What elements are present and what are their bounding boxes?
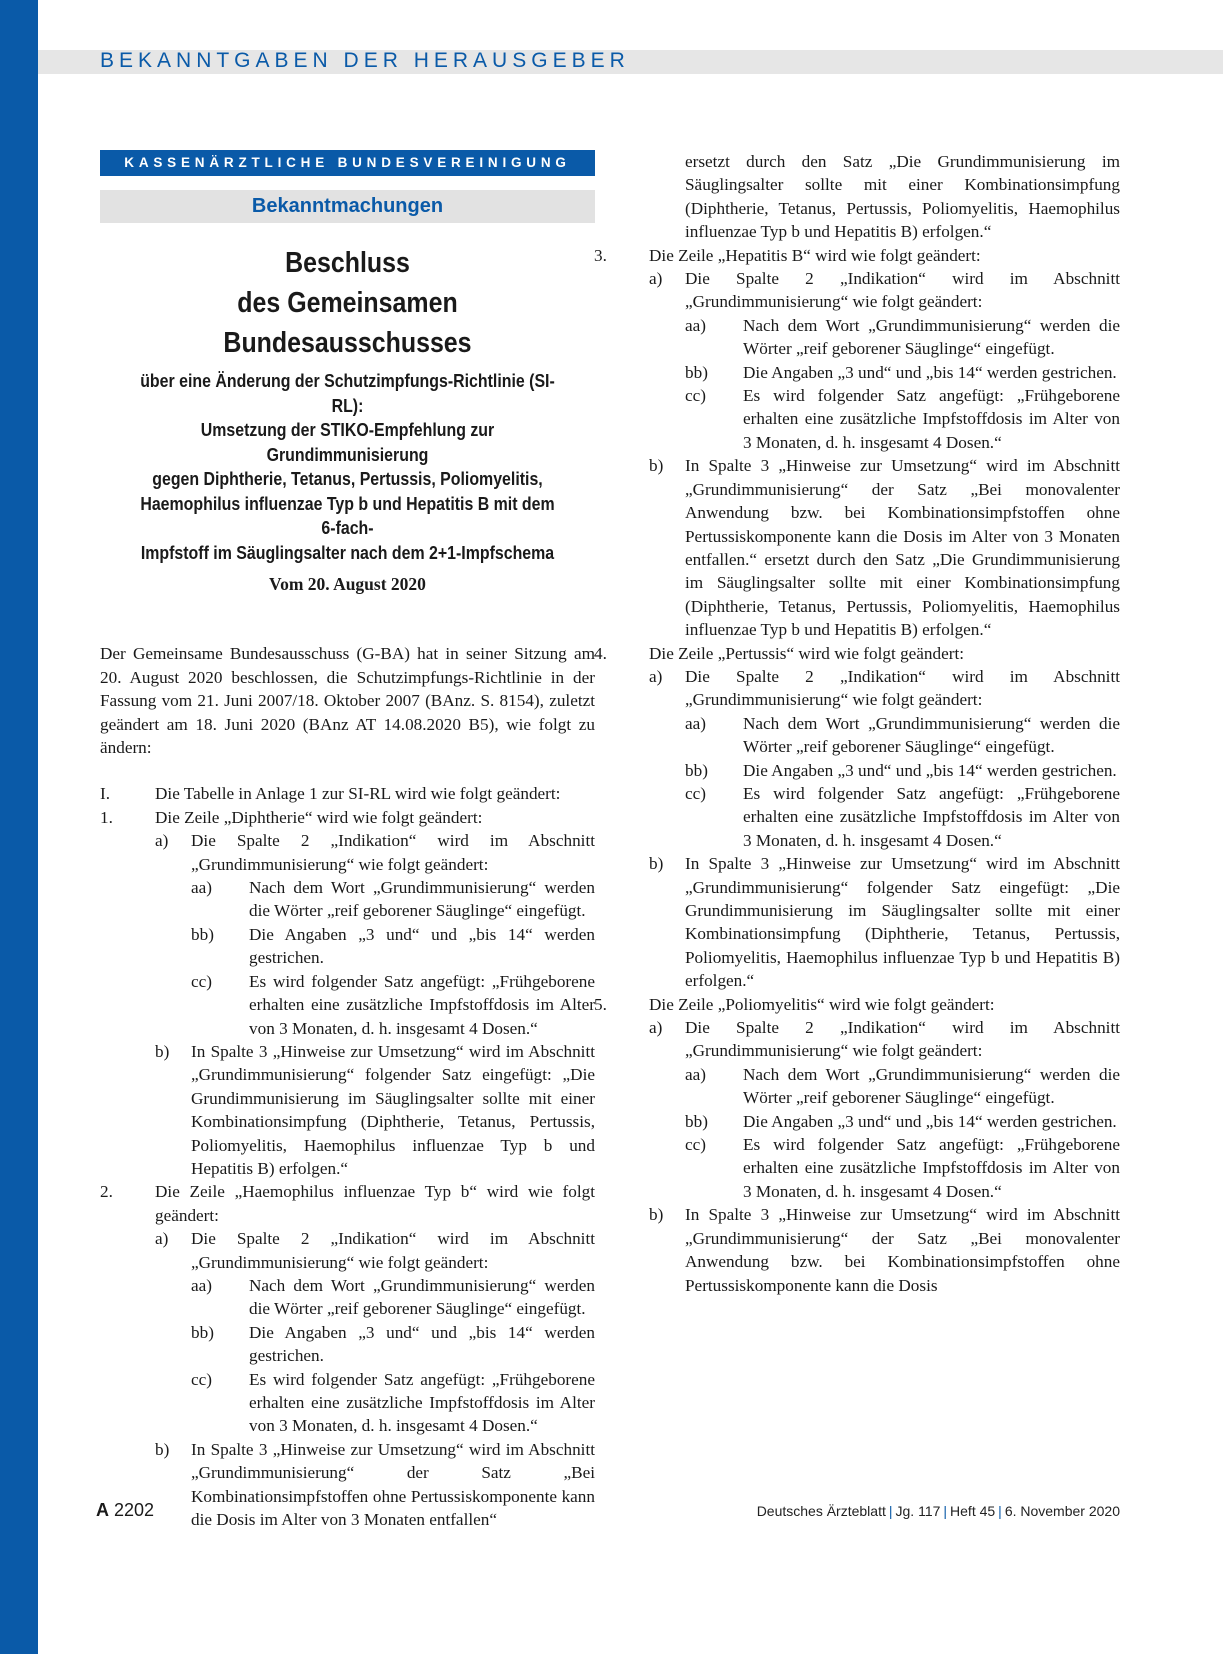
list-item — [628, 1063, 1120, 1110]
list-marker: a) — [649, 269, 663, 289]
list-item — [628, 150, 1120, 244]
list-text: ersetzt durch den Satz „Die Grundimmunisierung im Säuglingsalter sollte mit einer Kombinationsimpfung (Diphtherie, Tetanus, Pertussis, Poliomyelitis, Haemophilus influenzae Typ b und Hepatitis B) erfolgen.“ — [685, 152, 1120, 242]
page-number — [96, 1500, 154, 1521]
list-item — [628, 665, 1120, 712]
list-marker: bb) — [191, 924, 214, 944]
blue-side-bar — [0, 0, 38, 1654]
list-marker: bb) — [191, 1322, 214, 1342]
list-item — [628, 759, 1120, 782]
list-marker: 4. — [594, 643, 607, 663]
section-header: BEKANNTGABEN DER HERAUSGEBER — [100, 49, 630, 72]
title-line-2: des Gemeinsamen Bundesausschusses — [223, 287, 472, 359]
list-item — [100, 1040, 595, 1180]
list-marker: b) — [649, 854, 664, 874]
list-marker: cc) — [685, 1135, 706, 1155]
list-text: Die Angaben „3 und“ und „bis 14“ werden gestrichen. — [743, 362, 1117, 382]
list-marker: a) — [155, 831, 169, 851]
separator: | — [943, 1503, 948, 1519]
intro-paragraph: Der Gemeinsame Bundesausschuss (G-BA) hat in seiner Sitzung am 20. August 2020 beschlossen, die Schutzimpfungs-Richtlinie in der Fassung vom 21. Juni 2007/18. Oktober 2007 (BAnz. S. 8154), zuletzt geändert am 18. Juni 2020 (BAnz AT 14.08.2020 B5), wie folgt zu ändern: — [100, 644, 595, 758]
list-item — [100, 970, 595, 1040]
article-date: Vom 20. August 2020 — [269, 574, 426, 594]
list-item — [628, 1203, 1120, 1297]
list-text: Die Angaben „3 und“ und „bis 14“ werden gestrichen. — [249, 924, 595, 968]
org-banner: KASSENÄRZTLICHE BUNDESVEREINIGUNG — [100, 150, 595, 176]
list-marker: cc) — [191, 971, 212, 991]
separator: | — [998, 1503, 1002, 1519]
list-text: Nach dem Wort „Grundimmunisierung“ werden die Wörter „reif geborener Säuglinge“ eingefügt. — [249, 1275, 595, 1319]
list-item — [628, 1133, 1120, 1203]
list-marker: bb) — [685, 1111, 708, 1131]
list-text: Nach dem Wort „Grundimmunisierung“ werden die Wörter „reif geborener Säuglinge“ eingefügt. — [743, 1064, 1120, 1108]
list-marker: I. — [100, 784, 111, 804]
list-text: Die Spalte 2 „Indikation“ wird im Abschnitt „Grundimmunisierung“ wie folgt geändert: — [191, 1229, 595, 1272]
list-marker: bb) — [685, 362, 708, 382]
list-marker: aa) — [191, 878, 212, 898]
list-item — [100, 1321, 595, 1368]
list-item — [628, 782, 1120, 852]
list-item — [628, 1110, 1120, 1133]
list-item — [628, 1016, 1120, 1063]
journal-date: 6. November 2020 — [1004, 1503, 1120, 1519]
list-marker — [649, 150, 685, 244]
list-text: Nach dem Wort „Grundimmunisierung“ werden die Wörter „reif geborener Säuglinge“ eingefügt. — [743, 315, 1120, 359]
list-marker: b) — [155, 1041, 170, 1061]
journal-name: Deutsches Ärzteblatt — [756, 1503, 886, 1519]
list-item — [100, 1274, 595, 1321]
list-marker: 3. — [594, 245, 607, 265]
list-text: Die Angaben „3 und“ und „bis 14“ werden gestrichen. — [743, 760, 1117, 780]
page-number-value: 2202 — [114, 1500, 155, 1520]
list-text: Die Spalte 2 „Indikation“ wird im Abschnitt „Grundimmunisierung“ wie folgt geändert: — [685, 666, 1120, 710]
list-item — [100, 1438, 595, 1532]
left-column — [100, 150, 595, 1531]
list-marker: aa) — [191, 1275, 212, 1295]
list-text: Es wird folgender Satz angefügt: „Frühgeborene erhalten eine zusätzliche Impfstoffdosis im Alter von 3 Monaten, d. h. insgesamt 4 Dosen.“ — [249, 971, 595, 1038]
list-marker: aa) — [685, 1064, 706, 1084]
list-marker: 2. — [100, 1182, 113, 1202]
journal-volume: Jg. 117 — [895, 1503, 941, 1519]
list-item — [100, 829, 595, 876]
list-item — [100, 1368, 595, 1438]
list-marker: b) — [649, 456, 664, 476]
list-text: Es wird folgender Satz angefügt: „Frühgeborene erhalten eine zusätzliche Impfstoffdosis im Alter von 3 Monaten, d. h. insgesamt 4 Dosen.“ — [743, 386, 1120, 452]
list-item — [594, 244, 1120, 267]
list-item — [628, 267, 1120, 314]
list-item — [100, 923, 595, 970]
category-banner: Bekanntmachungen — [100, 190, 595, 223]
list-item — [100, 782, 595, 805]
amendment-list-right — [594, 150, 1120, 1297]
journal-citation — [757, 1503, 1120, 1519]
list-marker: bb) — [685, 760, 708, 780]
list-marker: b) — [155, 1439, 170, 1459]
list-text: In Spalte 3 „Hinweise zur Umsetzung“ wird im Abschnitt „Grundimmunisierung“ der Satz „Bei monovalenter Anwendung bzw. bei Kombinationsimpfstoffen ohne Pertussiskomponente kann die Dosis — [685, 1205, 1120, 1295]
list-text: Die Spalte 2 „Indikation“ wird im Abschnitt „Grundimmunisierung“ wie folgt geändert: — [191, 831, 595, 874]
list-marker: cc) — [685, 783, 706, 803]
list-item — [594, 993, 1120, 1016]
section-header-band — [38, 50, 1223, 74]
list-item — [628, 852, 1120, 992]
list-marker: cc) — [191, 1369, 212, 1389]
list-item — [628, 384, 1120, 454]
separator: | — [888, 1503, 893, 1519]
article-title — [135, 243, 561, 363]
list-text: Nach dem Wort „Grundimmunisierung“ werden die Wörter „reif geborener Säuglinge“ eingefügt. — [743, 713, 1120, 757]
list-marker: b) — [649, 1205, 664, 1225]
list-item — [594, 642, 1120, 665]
list-text: In Spalte 3 „Hinweise zur Umsetzung“ wird im Abschnitt „Grundimmunisierung“ folgender Satz eingefügt: „Die Grundimmunisierung im Säuglingsalter sollte mit einer Kombinationsimpfung (Diphtherie, Tetanus, Pertussis, Poliomyelitis, Haemophilus influenzae Typ b und Hepatitis B) erfolgen.“ — [685, 854, 1120, 991]
list-marker: 1. — [100, 807, 113, 827]
list-item — [628, 454, 1120, 641]
list-text: Die Tabelle in Anlage 1 zur SI-RL wird wie folgt geändert: — [155, 784, 561, 804]
journal-issue: Heft 45 — [950, 1503, 996, 1519]
list-marker: cc) — [685, 386, 706, 406]
list-text: Die Angaben „3 und“ und „bis 14“ werden gestrichen. — [249, 1322, 595, 1366]
list-text: Die Zeile „Haemophilus influenzae Typ b“ wird wie folgt geändert: — [155, 1182, 595, 1225]
list-item — [628, 712, 1120, 759]
list-marker: a) — [155, 1229, 169, 1249]
list-marker: 5. — [594, 994, 607, 1014]
list-text: In Spalte 3 „Hinweise zur Umsetzung“ wird im Abschnitt „Grundimmunisierung“ folgender Satz eingefügt: „Die Grundimmunisierung im Säuglingsalter sollte mit einer Kombinationsimpfung (Diphtherie, Tetanus, Pertussis, Poliomyelitis, Haemophilus influenzae Typ b und Hepatitis B) erfolgen.“ — [191, 1041, 595, 1178]
list-marker: aa) — [685, 713, 706, 733]
list-text: Nach dem Wort „Grundimmunisierung“ werden die Wörter „reif geborener Säuglinge“ eingefügt. — [249, 878, 595, 921]
list-text: Die Zeile „Poliomyelitis“ wird wie folgt geändert: — [649, 994, 995, 1014]
list-item — [628, 361, 1120, 384]
list-item — [628, 314, 1120, 361]
list-item — [100, 806, 595, 829]
list-text: Die Zeile „Diphtherie“ wird wie folgt geändert: — [155, 807, 483, 827]
list-marker: aa) — [685, 315, 706, 335]
list-text: In Spalte 3 „Hinweise zur Umsetzung“ wird im Abschnitt „Grundimmunisierung“ der Satz „Bei monovalenter Anwendung bzw. bei Kombinationsimpfstoffen ohne Pertussiskomponente kann die Dosis im Alter von 3 Monaten entfallen.“ ersetzt durch den Satz „Die Grundimmunisierung im Säuglingsalter sollte mit einer Kombinationsimpfung (Diphtherie, Tetanus, Pertussis, Poliomyelitis, Haemophilus influenzae Typ b und Hepatitis B) erfolgen.“ — [685, 456, 1120, 640]
amendment-list-left — [100, 782, 595, 1531]
list-text: Es wird folgender Satz angefügt: „Frühgeborene erhalten eine zusätzliche Impfstoffdosis im Alter von 3 Monaten, d. h. insgesamt 4 Dosen.“ — [743, 1135, 1120, 1201]
list-text: Die Angaben „3 und“ und „bis 14“ werden gestrichen. — [743, 1111, 1117, 1131]
list-text: Es wird folgender Satz angefügt: „Frühgeborene erhalten eine zusätzliche Impfstoffdosis im Alter von 3 Monaten, d. h. insgesamt 4 Dosen.“ — [743, 783, 1120, 850]
right-column — [594, 150, 1120, 1297]
list-text: Die Zeile „Pertussis“ wird wie folgt geändert: — [649, 643, 965, 663]
title-line-1: Beschluss — [285, 247, 410, 279]
list-item — [100, 1227, 595, 1274]
list-item — [100, 876, 595, 923]
list-marker: a) — [649, 1018, 663, 1038]
list-marker: a) — [649, 666, 663, 686]
page-letter: A — [96, 1500, 109, 1520]
list-item — [100, 1180, 595, 1227]
list-text: In Spalte 3 „Hinweise zur Umsetzung“ wird im Abschnitt „Grundimmunisierung“ der Satz „Bei Kombinationsimpfstoffen ohne Pertussiskomponente kann die Dosis im Alter von 3 Monaten entfallen“ — [191, 1439, 595, 1530]
list-text: Die Spalte 2 „Indikation“ wird im Abschnitt „Grundimmunisierung“ wie folgt geändert: — [685, 269, 1120, 312]
article-subtitle: über eine Änderung der Schutzimpfungs-Richtlinie (SI-RL): Umsetzung der STIKO-Empfehlung zur Grundimmunisierung gegen Diphtherie, Tetanus, Pertussis, Poliomyelitis, Haemophilus influenzae Typ b und Hepatitis B mit dem 6-fach- Impfstoff im Säuglingsalter nach dem 2+1-Impfschema — [140, 370, 555, 563]
list-text: Die Spalte 2 „Indikation“ wird im Abschnitt „Grundimmunisierung“ wie folgt geändert: — [685, 1018, 1120, 1061]
list-text: Es wird folgender Satz angefügt: „Frühgeborene erhalten eine zusätzliche Impfstoffdosis im Alter von 3 Monaten, d. h. insgesamt 4 Dosen.“ — [249, 1369, 595, 1436]
list-text: Die Zeile „Hepatitis B“ wird wie folgt geändert: — [649, 245, 981, 265]
